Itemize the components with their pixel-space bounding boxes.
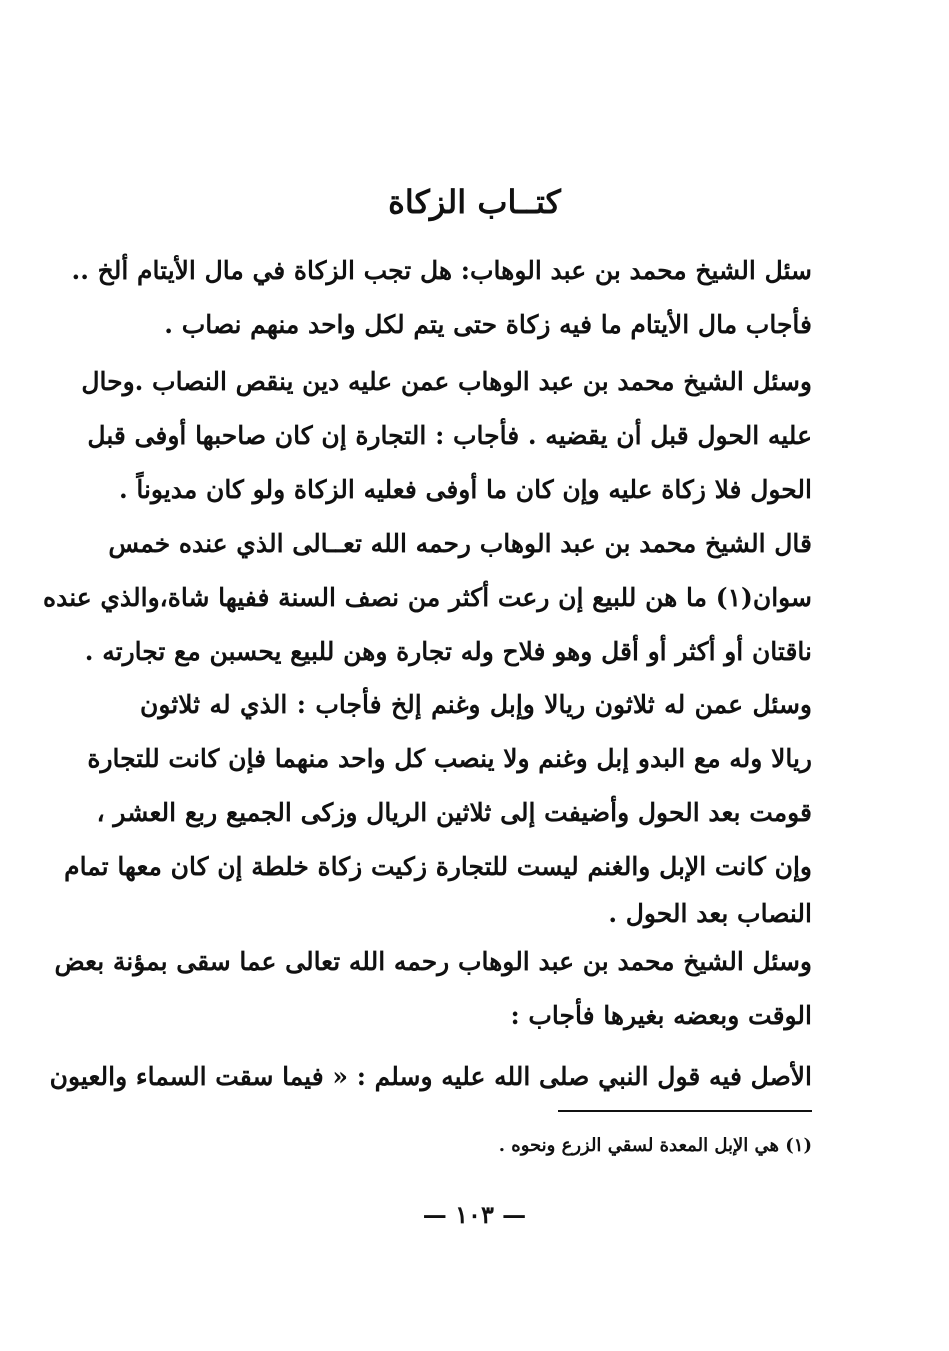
chapter-title: كتــاب الزكاة (388, 183, 561, 221)
text-line: عليه الحول قبل أن يقضيه . فأجاب : التجارة إن كان صاحبها أوفى قبل (87, 421, 812, 450)
text-line: وسئل الشيخ محمد بن عبد الوهاب عمن عليه دين ينقص النصاب .وحال (81, 367, 812, 396)
paragraph-2 (81, 355, 812, 517)
paragraph-4 (64, 678, 812, 934)
paragraph-1 (71, 244, 812, 352)
text-line: ناقتان أو أكثر أو أقل وهو فلاح وله تجارة وهن للبيع يحسبن مع تجارته . (84, 637, 812, 666)
text-line: قال الشيخ محمد بن عبد الوهاب رحمه الله تعــالى الذي عنده خمس (108, 529, 812, 558)
text-line: وإن كانت الإبل والغنم ليست للتجارة زكيت زكاة خلطة إن كان معها تمام (64, 852, 812, 881)
text-line: النصاب بعد الحول . (608, 899, 812, 928)
text-line: الأصل فيه قول النبي صلى الله عليه وسلم : « فيما سقت السماء والعيون (49, 1062, 812, 1091)
text-line: الوقت وبعضه بغيرها فأجاب : (510, 1001, 812, 1030)
paragraph-6 (49, 1050, 812, 1104)
text-line: قومت بعد الحول وأضيفت إلى ثلاثين الريال وزكى الجميع ربع العشر ، (96, 798, 812, 827)
text-line: فأجاب مال الأيتام ما فيه زكاة حتى يتم لكل واحد منهم نصاب . (164, 310, 812, 339)
footnote-separator (558, 1110, 812, 1112)
text-line: سوان(١) ما هن للبيع إن رعت أكثر من نصف السنة ففيها شاة،والذي عنده (42, 583, 812, 612)
page-number: — ١٠٣ — (422, 1200, 527, 1229)
paragraph-3 (42, 517, 812, 679)
text-line: ريالا وله مع البدو إبل وغنم ولا ينصب كل واحد منهما فإن كانت للتجارة (87, 744, 812, 773)
footnote: (١) هي الإبل المعدة لسقي الزرع ونحوه . (498, 1135, 812, 1156)
text-line: وسئل الشيخ محمد بن عبد الوهاب رحمه الله تعالى عما سقى بمؤنة بعض (54, 947, 812, 976)
text-line: الحول فلا زكاة عليه وإن كان ما أوفى فعليه الزكاة ولو كان مديوناً . (118, 475, 812, 504)
paragraph-5 (54, 935, 812, 1043)
text-line: وسئل عمن له ثلاثون ريالا وإبل وغنم إلخ فأجاب : الذي له ثلاثون (140, 690, 812, 719)
text-line: سئل الشيخ محمد بن عبد الوهاب: هل تجب الزكاة في مال الأيتام ألخ .. (71, 256, 812, 285)
